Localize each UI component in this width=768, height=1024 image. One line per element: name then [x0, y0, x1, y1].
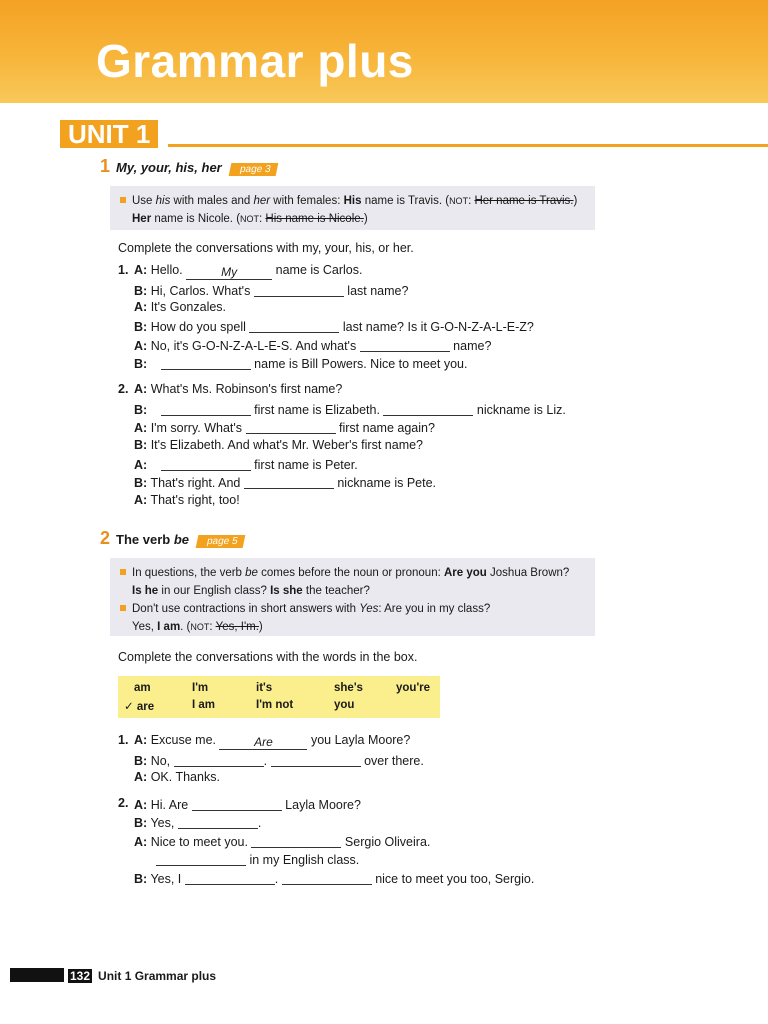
instruction-1: Complete the conversations with my, your, his, or her. [118, 241, 414, 255]
header-banner [0, 0, 768, 103]
answer-blank[interactable] [282, 870, 372, 885]
instruction-2: Complete the conversations with the words in the box. [118, 650, 418, 664]
answer-blank[interactable] [178, 814, 258, 829]
answer-blank[interactable] [249, 318, 339, 333]
unit-label: UNIT 1 [60, 120, 158, 148]
bullet-icon [120, 605, 126, 611]
section-number: 1 [100, 156, 111, 176]
page-title: Grammar plus [96, 35, 414, 87]
page-number: 132 [70, 969, 91, 983]
page-reference-tag: page 3 [228, 163, 277, 176]
grammar-rule-box-1: Use his with males and her with females: His name is Travis. (NOT: Her name is Travis.) Her name is Nicole. (NOT: His name is Nicole.) [110, 186, 595, 230]
answer-blank[interactable] [174, 752, 264, 767]
section-title: My, your, his, her [116, 160, 222, 175]
word-box [118, 676, 440, 718]
word-item: am [134, 682, 151, 694]
unit-rule [168, 144, 768, 147]
page-footer [10, 968, 216, 983]
grammar-rule-box-2: In questions, the verb be comes before the noun or pronoun: Are you Joshua Brown? Is he in our English class? Is she the teacher? Don't use contractions in short answers with Yes: Are you in my class? Yes, I am. (NOT: Yes, I'm.) [110, 558, 595, 636]
answer-blank[interactable] [192, 796, 282, 811]
answer-blank[interactable] [156, 851, 246, 866]
word-item: she's [334, 682, 363, 694]
answer-blank[interactable] [271, 752, 361, 767]
bullet-icon [120, 197, 126, 203]
word-item: you're [396, 682, 431, 694]
section-number: 2 [100, 528, 111, 548]
answer-blank[interactable] [244, 474, 334, 489]
answer-blank[interactable] [161, 456, 251, 471]
answer-blank[interactable] [161, 401, 251, 416]
section-1-heading [100, 156, 276, 177]
word-item: you [334, 699, 355, 711]
footer-bar [10, 968, 64, 982]
word-item: I'm [192, 682, 209, 694]
bullet-icon [120, 569, 126, 575]
section-title: The verb [116, 532, 174, 547]
word-item: ✓ are [124, 701, 155, 713]
answer-blank[interactable] [161, 355, 251, 370]
footer-label: Unit 1 Grammar plus [98, 969, 217, 983]
word-item: I am [192, 699, 216, 711]
answer-blank[interactable]: My [186, 265, 272, 280]
word-item: it's [256, 682, 273, 694]
answer-blank[interactable]: Are [219, 735, 307, 750]
page-reference-tag: page 5 [196, 535, 245, 548]
answer-blank[interactable] [383, 401, 473, 416]
word-item: I'm not [256, 699, 294, 711]
answer-blank[interactable] [251, 833, 341, 848]
answer-blank[interactable] [254, 282, 344, 297]
answer-blank[interactable] [360, 337, 450, 352]
unit-heading [60, 120, 768, 148]
answer-blank[interactable] [185, 870, 275, 885]
answer-blank[interactable] [246, 419, 336, 434]
section-2-heading: 2 The verb be page 5 [100, 528, 244, 549]
